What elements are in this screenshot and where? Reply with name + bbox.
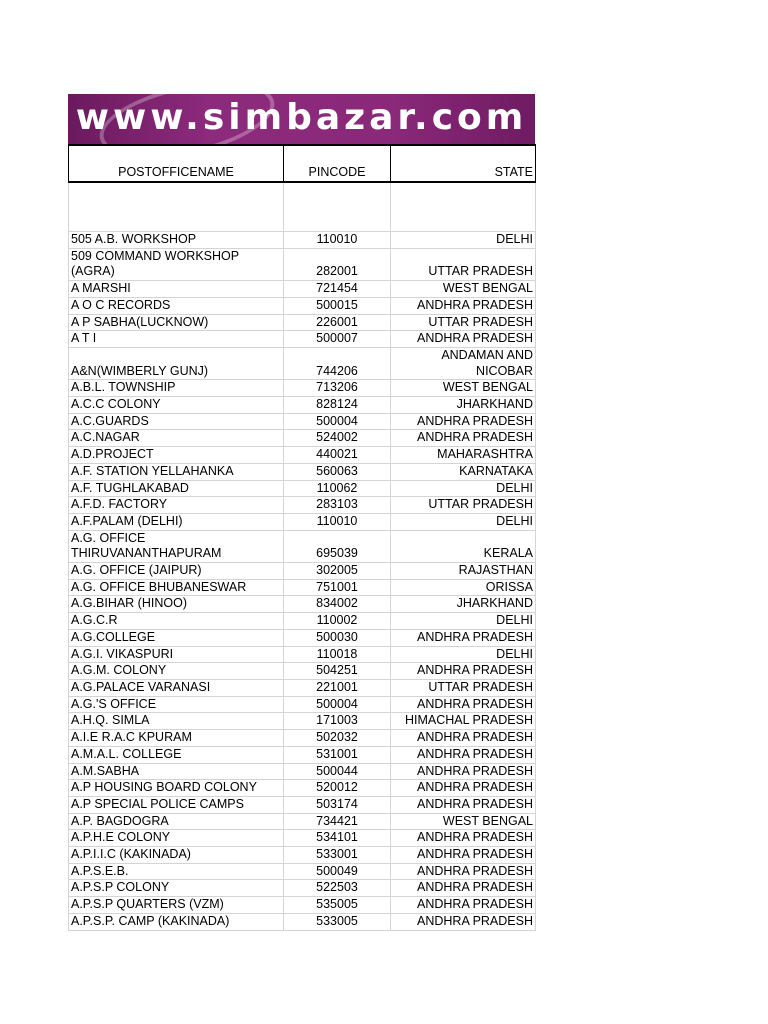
empty-cell <box>284 182 391 232</box>
state-cell: JHARKHAND <box>391 397 536 414</box>
table-row <box>69 232 536 249</box>
pincode-cell: 500015 <box>284 297 391 314</box>
pincode-cell: 110010 <box>284 513 391 530</box>
table-row <box>69 281 536 298</box>
table-row <box>69 746 536 763</box>
postoffice-name-cell: A.F.D. FACTORY <box>69 497 284 514</box>
state-cell: ANDHRA PRADESH <box>391 897 536 914</box>
pincode-cell: 721454 <box>284 281 391 298</box>
table-row <box>69 513 536 530</box>
state-cell: WEST BENGAL <box>391 813 536 830</box>
pincode-cell: 500044 <box>284 763 391 780</box>
pincode-cell: 500004 <box>284 696 391 713</box>
pincode-cell: 695039 <box>284 530 391 562</box>
pincode-cell: 522503 <box>284 880 391 897</box>
pincode-cell: 500004 <box>284 413 391 430</box>
table-row <box>69 847 536 864</box>
pincode-cell: 535005 <box>284 897 391 914</box>
pincode-cell: 500030 <box>284 629 391 646</box>
pincode-cell: 531001 <box>284 746 391 763</box>
state-cell: ORISSA <box>391 579 536 596</box>
postoffice-name-cell: A.P SPECIAL POLICE CAMPS <box>69 796 284 813</box>
empty-row <box>69 182 536 232</box>
table-row <box>69 780 536 797</box>
state-cell: UTTAR PRADESH <box>391 248 536 280</box>
state-cell: UTTAR PRADESH <box>391 497 536 514</box>
pincode-cell: 502032 <box>284 730 391 747</box>
pincode-cell: 828124 <box>284 397 391 414</box>
table-row <box>69 397 536 414</box>
postoffice-name-cell: A.M.A.L. COLLEGE <box>69 746 284 763</box>
postoffice-name-cell: A.C.C COLONY <box>69 397 284 414</box>
table-row <box>69 579 536 596</box>
postoffice-name-cell: A.F. STATION YELLAHANKA <box>69 463 284 480</box>
table-row <box>69 696 536 713</box>
postoffice-name-cell: A.G. OFFICE (JAIPUR) <box>69 563 284 580</box>
table-row <box>69 380 536 397</box>
table-row <box>69 813 536 830</box>
postoffice-name-cell: A.G. OFFICE BHUBANESWAR <box>69 579 284 596</box>
state-cell: ANDHRA PRADESH <box>391 847 536 864</box>
postoffice-table <box>68 144 536 931</box>
postoffice-name-cell: 509 COMMAND WORKSHOP (AGRA) <box>69 248 284 280</box>
state-cell: HIMACHAL PRADESH <box>391 713 536 730</box>
state-cell: ANDHRA PRADESH <box>391 780 536 797</box>
pincode-cell: 713206 <box>284 380 391 397</box>
table-row <box>69 763 536 780</box>
postoffice-name-cell: A.G.M. COLONY <box>69 663 284 680</box>
state-cell: ANDHRA PRADESH <box>391 663 536 680</box>
pincode-cell: 500007 <box>284 331 391 348</box>
table-row <box>69 613 536 630</box>
state-cell: ANDHRA PRADESH <box>391 430 536 447</box>
pincode-cell: 533001 <box>284 847 391 864</box>
pincode-cell: 110018 <box>284 646 391 663</box>
postoffice-name-cell: A.G.C.R <box>69 613 284 630</box>
postoffice-name-cell: A.P.S.P QUARTERS (VZM) <box>69 897 284 914</box>
column-header-pincode: PINCODE <box>284 145 391 182</box>
empty-cell <box>69 182 284 232</box>
state-cell: ANDHRA PRADESH <box>391 413 536 430</box>
table-row <box>69 646 536 663</box>
pincode-cell: 534101 <box>284 830 391 847</box>
state-cell: DELHI <box>391 613 536 630</box>
state-cell: ANDHRA PRADESH <box>391 913 536 930</box>
site-banner-logo <box>68 94 535 144</box>
table-row <box>69 629 536 646</box>
table-row <box>69 563 536 580</box>
postoffice-name-cell: A.F.PALAM (DELHI) <box>69 513 284 530</box>
postoffice-name-cell: A T I <box>69 331 284 348</box>
table-row <box>69 447 536 464</box>
pincode-cell: 221001 <box>284 679 391 696</box>
table-row <box>69 897 536 914</box>
table-row <box>69 530 536 562</box>
table-row <box>69 713 536 730</box>
postoffice-name-cell: A.B.L. TOWNSHIP <box>69 380 284 397</box>
pincode-cell: 524002 <box>284 430 391 447</box>
postoffice-name-cell: A.P.S.E.B. <box>69 863 284 880</box>
state-cell: ANDHRA PRADESH <box>391 796 536 813</box>
postoffice-name-cell: A.F. TUGHLAKABAD <box>69 480 284 497</box>
postoffice-name-cell: A.P.H.E COLONY <box>69 830 284 847</box>
postoffice-name-cell: A.G.COLLEGE <box>69 629 284 646</box>
pincode-cell: 500049 <box>284 863 391 880</box>
state-cell: RAJASTHAN <box>391 563 536 580</box>
postoffice-name-cell: A.P.S.P. CAMP (KAKINADA) <box>69 913 284 930</box>
postoffice-name-cell: A.G.PALACE VARANASI <box>69 679 284 696</box>
pincode-cell: 734421 <box>284 813 391 830</box>
table-row <box>69 430 536 447</box>
pincode-cell: 751001 <box>284 579 391 596</box>
state-cell: KARNATAKA <box>391 463 536 480</box>
table-row <box>69 830 536 847</box>
state-cell: ANDHRA PRADESH <box>391 746 536 763</box>
table-row <box>69 497 536 514</box>
pincode-cell: 744206 <box>284 347 391 379</box>
postoffice-name-cell: A.C.GUARDS <box>69 413 284 430</box>
pincode-cell: 504251 <box>284 663 391 680</box>
table-row <box>69 413 536 430</box>
empty-cell <box>391 182 536 232</box>
postoffice-name-cell: A.G.'S OFFICE <box>69 696 284 713</box>
state-cell: UTTAR PRADESH <box>391 679 536 696</box>
postoffice-name-cell: A.P. BAGDOGRA <box>69 813 284 830</box>
postoffice-name-cell: A.G. OFFICE THIRUVANANTHAPURAM <box>69 530 284 562</box>
pincode-cell: 110002 <box>284 613 391 630</box>
table-row <box>69 297 536 314</box>
postoffice-name-cell: A.M.SABHA <box>69 763 284 780</box>
postoffice-name-cell: A.P HOUSING BOARD COLONY <box>69 780 284 797</box>
state-cell: ANDHRA PRADESH <box>391 696 536 713</box>
state-cell: ANDAMAN AND NICOBAR <box>391 347 536 379</box>
postoffice-name-cell: A P SABHA(LUCKNOW) <box>69 314 284 331</box>
pincode-cell: 110010 <box>284 232 391 249</box>
table-row <box>69 331 536 348</box>
banner-logo-text: www.simbazar.com <box>75 97 528 138</box>
postoffice-name-cell: A.D.PROJECT <box>69 447 284 464</box>
postoffice-name-cell: A.G.I. VIKASPURI <box>69 646 284 663</box>
table-row <box>69 913 536 930</box>
pincode-cell: 171003 <box>284 713 391 730</box>
table-row <box>69 347 536 379</box>
pincode-cell: 283103 <box>284 497 391 514</box>
state-cell: ANDHRA PRADESH <box>391 863 536 880</box>
pincode-cell: 533005 <box>284 913 391 930</box>
state-cell: ANDHRA PRADESH <box>391 331 536 348</box>
postoffice-name-cell: 505 A.B. WORKSHOP <box>69 232 284 249</box>
table-row <box>69 314 536 331</box>
table-row <box>69 596 536 613</box>
state-cell: ANDHRA PRADESH <box>391 830 536 847</box>
header-row <box>69 145 536 182</box>
state-cell: ANDHRA PRADESH <box>391 730 536 747</box>
state-cell: DELHI <box>391 480 536 497</box>
state-cell: DELHI <box>391 232 536 249</box>
postoffice-name-cell: A.C.NAGAR <box>69 430 284 447</box>
postoffice-name-cell: A MARSHI <box>69 281 284 298</box>
pincode-cell: 834002 <box>284 596 391 613</box>
state-cell: ANDHRA PRADESH <box>391 763 536 780</box>
pincode-cell: 560063 <box>284 463 391 480</box>
table-row <box>69 463 536 480</box>
postoffice-name-cell: A&N(WIMBERLY GUNJ) <box>69 347 284 379</box>
table-row <box>69 248 536 280</box>
table-row <box>69 480 536 497</box>
table-row <box>69 679 536 696</box>
state-cell: ANDHRA PRADESH <box>391 629 536 646</box>
postoffice-name-cell: A.P.I.I.C (KAKINADA) <box>69 847 284 864</box>
state-cell: ANDHRA PRADESH <box>391 297 536 314</box>
pincode-cell: 282001 <box>284 248 391 280</box>
pincode-cell: 520012 <box>284 780 391 797</box>
postoffice-name-cell: A.P.S.P COLONY <box>69 880 284 897</box>
pincode-cell: 110062 <box>284 480 391 497</box>
postoffice-name-cell: A.G.BIHAR (HINOO) <box>69 596 284 613</box>
pincode-cell: 302005 <box>284 563 391 580</box>
state-cell: JHARKHAND <box>391 596 536 613</box>
column-header-postofficename: POSTOFFICENAME <box>69 145 284 182</box>
state-cell: WEST BENGAL <box>391 380 536 397</box>
table-row <box>69 730 536 747</box>
table-row <box>69 796 536 813</box>
pincode-cell: 503174 <box>284 796 391 813</box>
pincode-cell: 440021 <box>284 447 391 464</box>
state-cell: MAHARASHTRA <box>391 447 536 464</box>
table-row <box>69 863 536 880</box>
table-row <box>69 880 536 897</box>
table-row <box>69 663 536 680</box>
state-cell: DELHI <box>391 646 536 663</box>
postoffice-name-cell: A.I.E R.A.C KPURAM <box>69 730 284 747</box>
column-header-state: STATE <box>391 145 536 182</box>
postoffice-name-cell: A.H.Q. SIMLA <box>69 713 284 730</box>
state-cell: DELHI <box>391 513 536 530</box>
postoffice-name-cell: A O C RECORDS <box>69 297 284 314</box>
pincode-cell: 226001 <box>284 314 391 331</box>
state-cell: UTTAR PRADESH <box>391 314 536 331</box>
state-cell: WEST BENGAL <box>391 281 536 298</box>
state-cell: ANDHRA PRADESH <box>391 880 536 897</box>
state-cell: KERALA <box>391 530 536 562</box>
